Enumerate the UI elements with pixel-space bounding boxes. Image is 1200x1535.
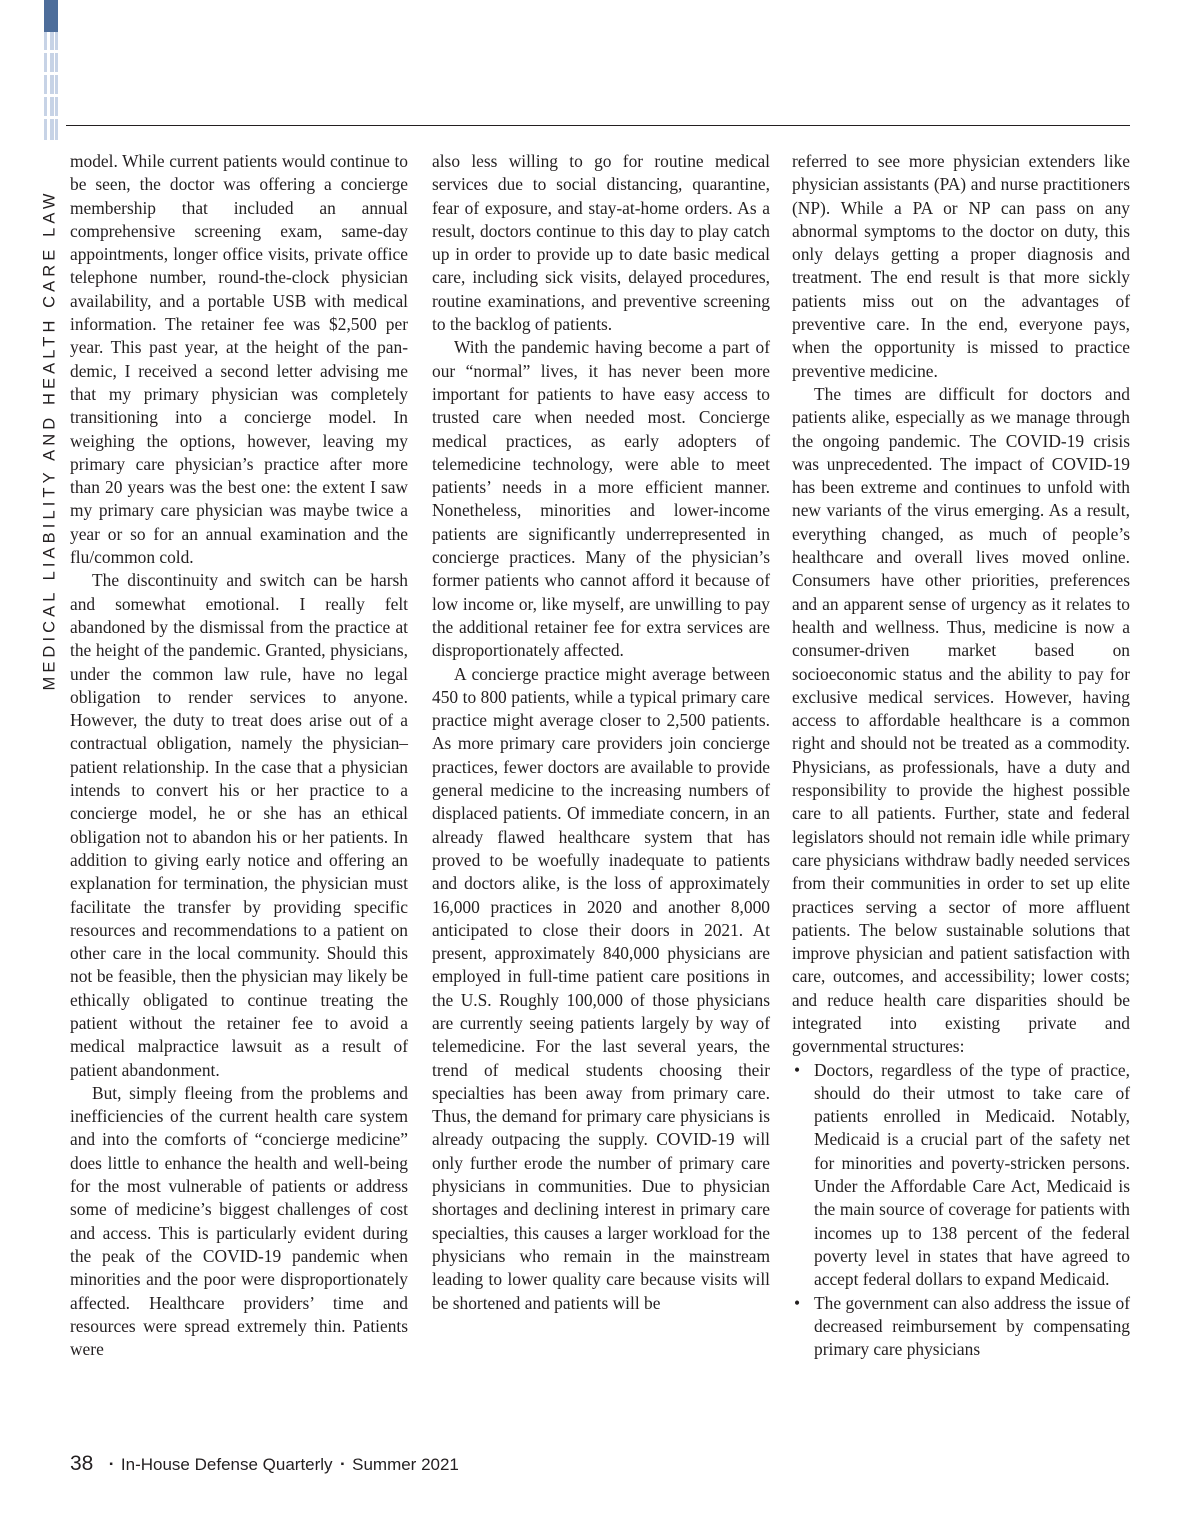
margin-bar-tick [44, 72, 58, 75]
section-sidebar-label: MEDICAL LIABILITY AND HEALTH CARE LAW [40, 189, 59, 691]
margin-bar-tick [44, 50, 58, 53]
margin-striped-bar [44, 32, 58, 140]
paragraph: With the pandemic having become a part of our “normal” lives, it has never been more important for patients to have easy access to trusted care when needed most. Concierge medical practices, as early adopters of telemedicine technology, were able to meet patients’ needs in a more efficient manner. Nonetheless, minorities and lower-income patients are significantly underrepresented in concierge practices. Many of the physician’s former patients who cannot afford it because of low income or, like myself, are unwilling to pay the additional retainer fee for extra services are disproportionately affected. [432, 337, 770, 661]
text-column-2 [432, 150, 770, 1315]
paragraph: also less willing to go for routine medical services due to social distancing, quarantine, fear of exposure, and stay-at-home orders. As a result, doctors continue to this day to play catch up in order to provide up to date basic medical care, including sick visits, delayed procedures, routine examinations, and preventive screening to the backlog of patients. [432, 151, 770, 335]
issue-date: Summer 2021 [352, 1455, 459, 1474]
paragraph: A concierge practice might average between 450 to 800 patients, while a typical primary care practice might average closer to 2,500 patients. As more primary care providers join concierge practices, fewer doctors are available to provide general medicine to the increasing numbers of displaced patients. Of immediate concern, in an already flawed healthcare system that has proved to be woefully inadequate to patients and doctors alike, is the loss of approximately 16,000 practices in 2020 and another 8,000 anticipated to close their doors in 2021. At present, approximately 840,000 physicians are employed in full-time patient care positions in the U.S. Roughly 100,000 of those physicians are currently seeing patients largely by way of telemedicine. For the last several years, the trend of medical students choosing their specialties has been away from primary care. Thus, the demand for primary care physicians is already outpacing the supply. COVID-19 will only further erode the number of primary care physicians in communities. Due to physician shortages and declining interest in primary care specialties, this causes a larger workload for the physicians who remain in the mainstream leading to lower quality care because visits will be shortened and patients will be [432, 663, 770, 1313]
list-item: • The government can also address the issue of decreased reimbursement by compensating primary care physicians [792, 1292, 1130, 1362]
margin-bar-tick [44, 94, 58, 97]
paragraph: referred to see more physician extenders like physician assistants (PA) and nurse practitioners (NP). While a PA or NP can pass on any abnormal symptoms to the doctor on duty, this only delays getting a proper diagnosis and treatment. The end result is that more sickly patients miss out on the advantages of preventive care. In the end, everyone pays, when the opportunity is missed to practice preventive medicine. [792, 151, 1130, 381]
paragraph: But, simply fleeing from the problems and inefficiencies of the current health care system and into the comforts of “concierge medicine” does little to enhance the health and well-being for the most vulnerable of patients or address some of medicine’s biggest challenges of cost and access. This is particularly evident during the peak of the COVID-19 pandemic when minorities and the poor were disproportionately affected. Healthcare providers’ time and resources were spread extremely thin. Patients were [70, 1082, 408, 1360]
bullet-list [792, 1059, 1130, 1362]
paragraph: The times are difficult for doctors and patients alike, especially as we manage through the ongoing pandemic. The COVID-19 crisis was unprecedented. The impact of COVID-19 has been extreme and continues to unfold with new variants of the virus emerging. As a result, everything changed, as much of people’s healthcare and overall lives moved online. Consumers have other priorities, preferences and an apparent sense of urgency as it relates to health and wellness. Thus, medicine is now a consumer-driven market based on socioeconomic status and the ability to pay for exclusive medical services. However, having access to affordable healthcare is a common right and should not be treated as a commodity. Physicians, as professionals, have a duty and responsibility to provide the highest possible care to all patients. Further, state and federal legislators should not remain idle while primary care physicians withdraw badly needed services from their communities in order to set up elite practices serving a sector of more affluent patients. The below sustainable solutions that improve physician and patient satisfaction with care, outcomes, and accessibility; lower costs; and reduce health care disparities should be integrated into existing private and governmental structures: [792, 383, 1130, 1057]
page-number: 38 [70, 1452, 94, 1475]
page-footer [70, 1452, 459, 1476]
text-column-1 [70, 150, 408, 1361]
paragraph: The discontinuity and switch can be harsh and somewhat emotional. I really felt abandoned by the dismissal from the practice at the height of the pandemic. Granted, physicians, under the common law rule, have no legal obligation to render services to anyone. However, the duty to treat does arise out of a contractual obligation, namely the physician–patient relationship. In the case that a physician intends to convert his or her practice to a concierge model, he or she has an ethical obligation not to abandon his or her patients. In addition to giving early notice and offering an explanation for termination, the physician must facilitate the transfer by providing specific resources and recommendations to a patient on other care in the local community. Should this not be feasible, then the physician may likely be ethically obligated to continue treating the patient without the retainer fee to avoid a medical malpractice lawsuit as a result of patient abandonment. [70, 570, 408, 1080]
header-rule [66, 125, 1130, 126]
list-item: • Doctors, regardless of the type of practice, should do their utmost to take care of patients enrolled in Medicaid. Notably, Medicaid is a crucial part of the safety net for minorities and poverty-stricken persons. Under the Affordable Care Act, Medicaid is the main source of coverage for patients with incomes up to 138 percent of the federal poverty level in states that have agreed to accept federal dollars to expand Medicaid. [792, 1059, 1130, 1292]
text-column-3 [792, 150, 1130, 1361]
margin-bar-tick [44, 116, 58, 119]
margin-color-bar [44, 0, 58, 32]
separator-bullet: ▪ [109, 1459, 113, 1470]
separator-bullet: ▪ [340, 1459, 345, 1470]
publication-name: In-House Defense Quarterly [120, 1455, 333, 1474]
paragraph: model. While current patients would continue to be seen, the doctor was offering a concierge membership that included an annual comprehensive screening exam, same-day appointments, longer office visits, private office telephone number, round-the-clock physician availability, and a portable USB with medical information. The retainer fee was $2,500 per year. This past year, at the height of the pandemic, I received a second letter advising me that my primary physician was completely transitioning into a concierge model. In weighing the options, however, leaving my primary care physician’s practice after more than 20 years was the best one: the extent I saw my primary care physician was maybe twice a year or so for an annual examination and the flu/common cold. [70, 151, 408, 568]
